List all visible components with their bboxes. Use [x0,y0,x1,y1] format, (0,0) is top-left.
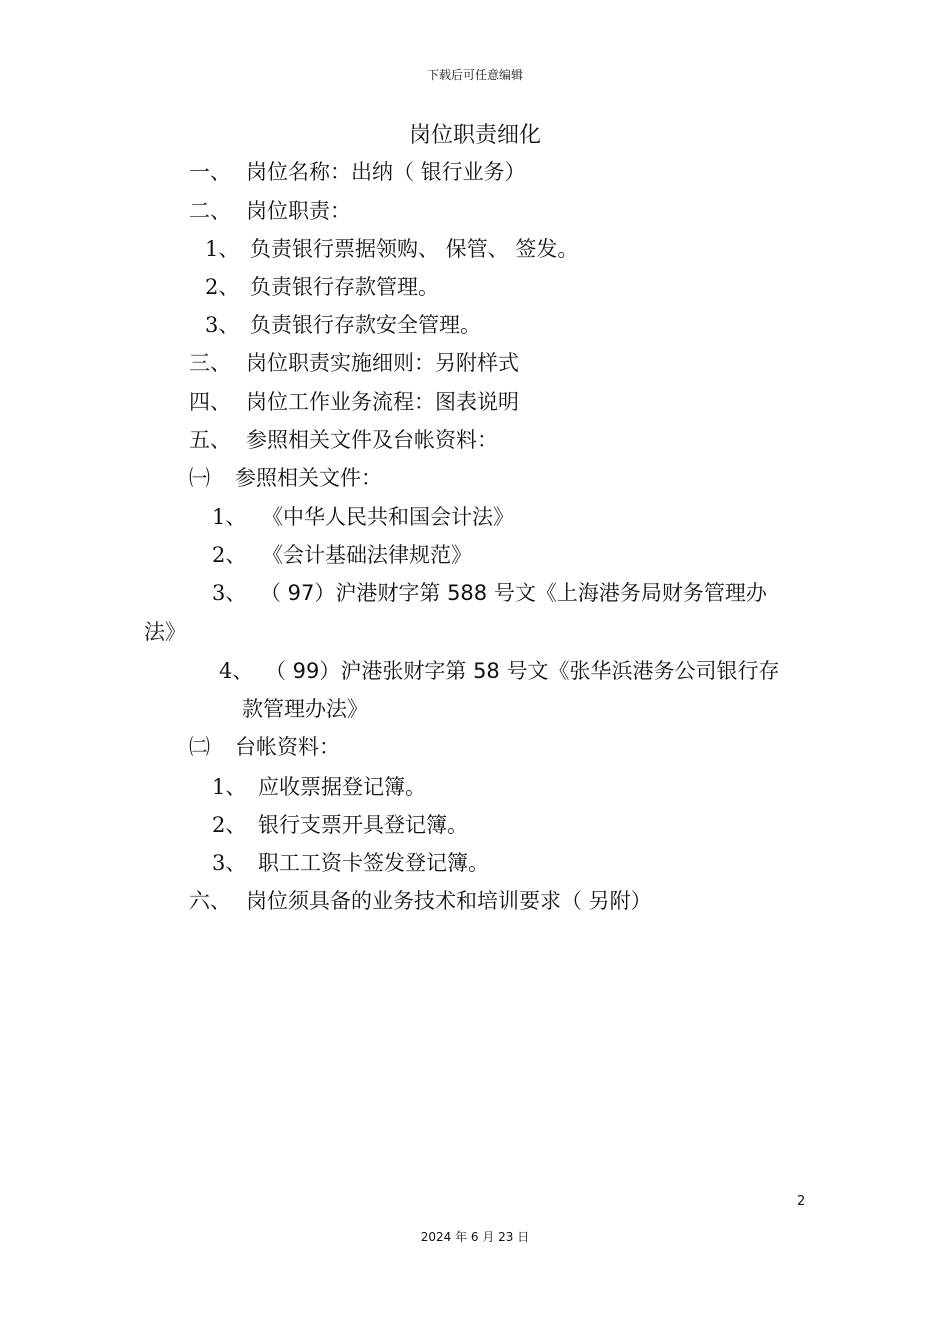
ledger-3-text: 职工工资卡签发登记簿。 [258,851,489,875]
duty-3-mark: 3、 [205,313,240,337]
document-2-mark: 2、 [212,543,247,567]
section-2-text: 岗位职责： [246,199,351,223]
subsection-2-mark: ㈡ [189,735,210,759]
section-5-mark: 五、 [189,428,231,452]
section-1-text: 岗位名称：出纳（ 银行业务） [246,160,526,184]
ledger-1-mark: 1、 [212,775,247,799]
duty-2-mark: 2、 [205,275,240,299]
duty-1-text: 负责银行票据领购、 保管、 签发。 [250,237,579,261]
document-3-continuation: 法》 [144,620,186,644]
document-4-continuation: 款管理办法》 [242,697,368,721]
subsection-1-mark: ㈠ [189,466,210,490]
duty-3-text: 负责银行存款安全管理。 [250,313,481,337]
ledger-3-mark: 3、 [212,851,247,875]
section-6-mark: 六、 [189,889,231,913]
section-3-mark: 三、 [189,351,231,375]
subsection-1-text: 参照相关文件： [235,466,382,490]
document-title: 岗位职责细化 [408,123,541,148]
duty-2-text: 负责银行存款管理。 [250,275,439,299]
document-2-text: 《会计基础法律规范》 [262,543,472,567]
section-4-mark: 四、 [189,390,231,414]
duty-1-mark: 1、 [205,237,240,261]
ledger-2-text: 银行支票开具登记簿。 [258,813,468,837]
page-number: 2 [797,1194,806,1209]
document-3-text: （ 97）沪港财字第 588 号文《上海港务局财务管理办 [260,581,767,605]
section-5-text: 参照相关文件及台帐资料： [246,428,498,452]
document-4-text: （ 99）沪港张财字第 58 号文《张华浜港务公司银行存 [265,659,780,683]
subsection-2-text: 台帐资料： [235,735,340,759]
section-6-text: 岗位须具备的业务技术和培训要求（ 另附） [246,889,652,913]
document-1-text: 《中华人民共和国会计法》 [262,505,514,529]
document-3-mark: 3、 [212,581,247,605]
section-2-mark: 二、 [189,199,231,223]
section-1-mark: 一、 [189,160,231,184]
footer-date: 2024 年 6 月 23 日 [420,1230,530,1244]
page-header-note: 下载后可任意编辑 [426,68,523,82]
section-4-text: 岗位工作业务流程：图表说明 [246,390,519,414]
document-4-mark: 4、 [219,659,254,683]
ledger-2-mark: 2、 [212,813,247,837]
section-3-text: 岗位职责实施细则：另附样式 [246,351,519,375]
ledger-1-text: 应收票据登记簿。 [258,775,426,799]
document-1-mark: 1、 [212,505,247,529]
